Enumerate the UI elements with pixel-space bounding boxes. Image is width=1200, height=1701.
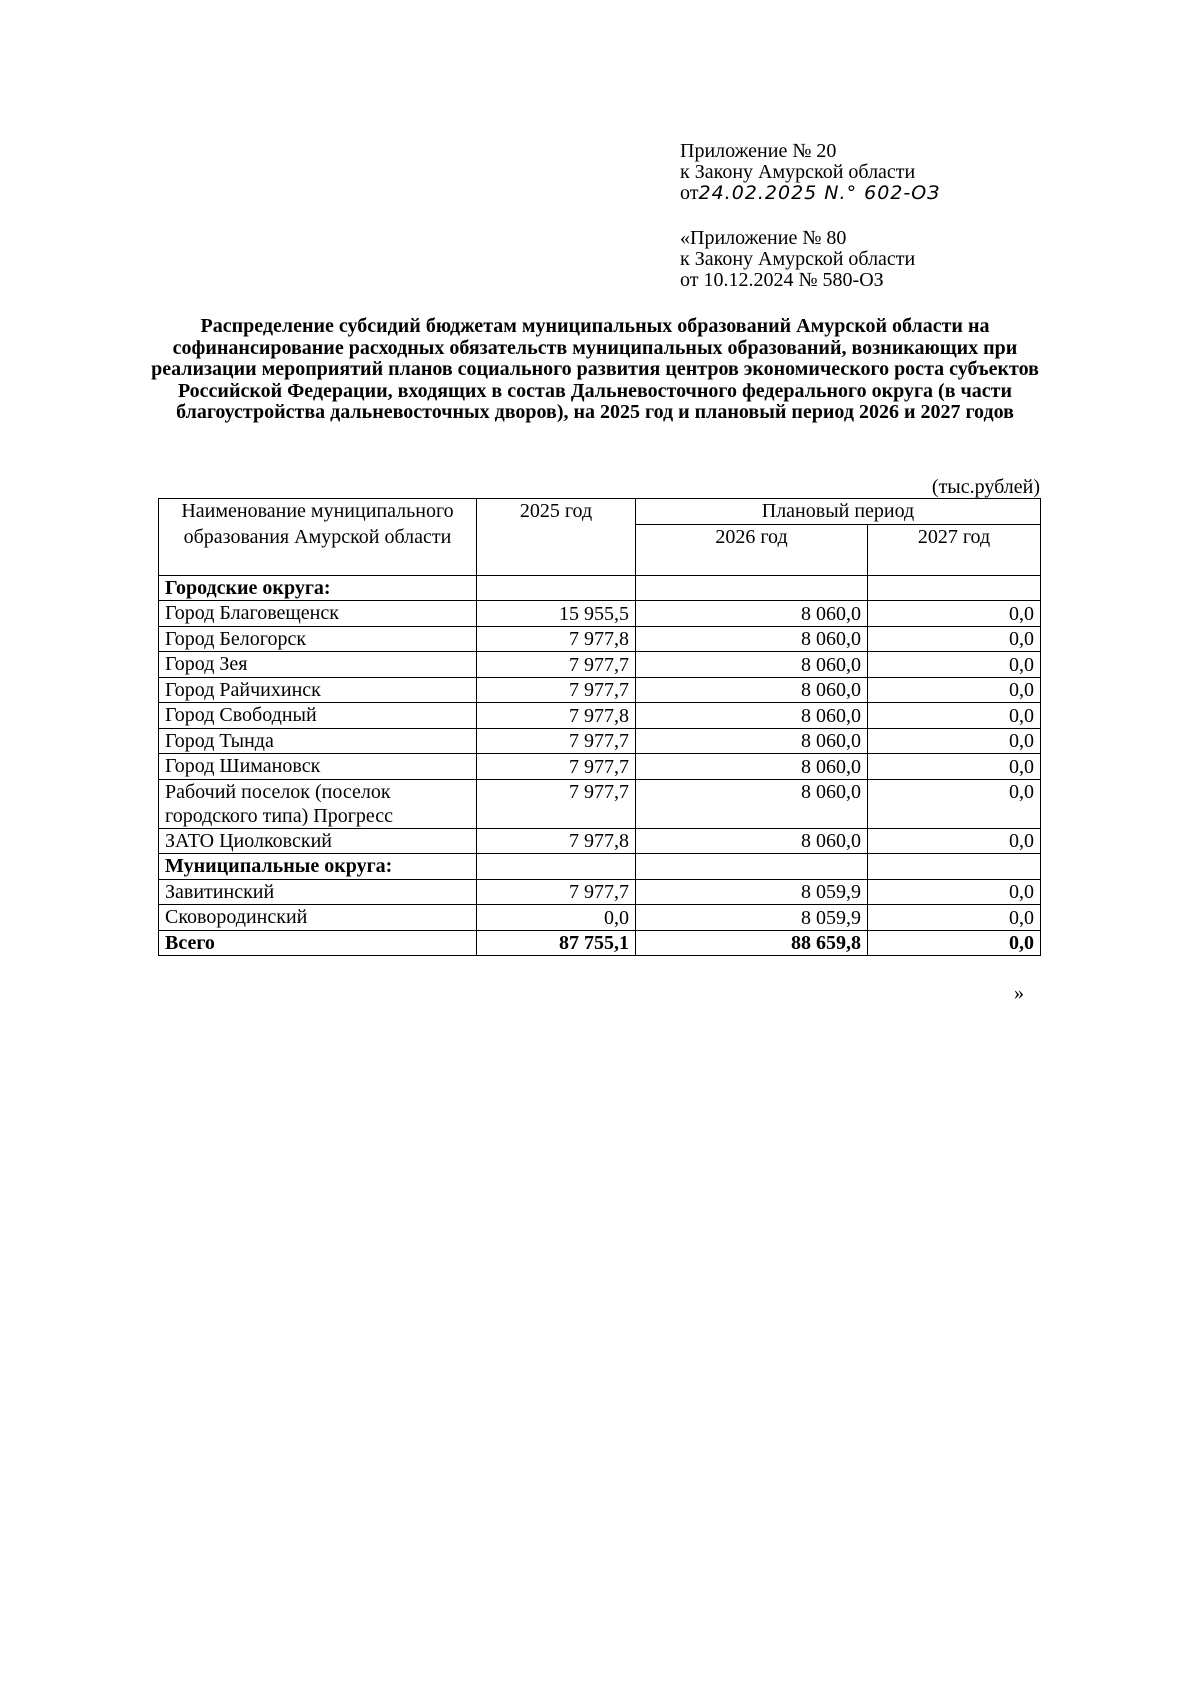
- value-2027: 0,0: [868, 652, 1041, 678]
- prev-appendix-number: «Приложение № 80: [680, 227, 847, 249]
- value-2027: 0,0: [868, 728, 1041, 754]
- total-2025: 87 755,1: [477, 930, 636, 956]
- value-2025: 7 977,7: [477, 728, 636, 754]
- value-2026: 8 059,9: [636, 879, 868, 905]
- row-name: Город Зея: [159, 652, 477, 678]
- value-2027: 0,0: [868, 703, 1041, 729]
- row-name: Город Райчихинск: [159, 677, 477, 703]
- value-2026: 8 060,0: [636, 677, 868, 703]
- value-2027: 0,0: [868, 626, 1041, 652]
- value-2026: 8 060,0: [636, 601, 868, 627]
- row-name: ЗАТО Циолковский: [159, 828, 477, 854]
- value-2025: 15 955,5: [477, 601, 636, 627]
- section-row: [159, 575, 1041, 601]
- table-row: [159, 703, 1041, 729]
- unit-label: (тыс.рублей): [931, 476, 1040, 498]
- table-row: [159, 828, 1041, 854]
- date-prefix: от: [680, 182, 699, 204]
- row-name: Город Свободный: [159, 703, 477, 729]
- table-row: [159, 879, 1041, 905]
- prev-appendix-law: к Закону Амурской области: [680, 248, 916, 270]
- value-2025: 7 977,7: [477, 652, 636, 678]
- value-2027: 0,0: [868, 879, 1041, 905]
- header-name: Наименование муниципального образования Амурской области: [159, 499, 477, 576]
- row-name: Завитинский: [159, 879, 477, 905]
- table-row: [159, 601, 1041, 627]
- total-row: [159, 930, 1041, 956]
- document-title: Распределение субсидий бюджетам муниципальных образований Амурской области на софинансирование расходных обязательств муниципальных образований, возникающих при реализации мероприятий планов социального развития центров экономического роста субъектов Российской Федерации, входящих в состав Дальневосточного федерального округа (в части благоустройства дальневосточных дворов), на 2025 год и плановый период 2026 и 2027 годов: [151, 315, 1039, 423]
- total-label: Всего: [159, 930, 477, 956]
- closing-quote: »: [1014, 982, 1024, 1004]
- prev-appendix-date: от 10.12.2024 № 580-ОЗ: [680, 269, 884, 291]
- value-2027: 0,0: [868, 905, 1041, 931]
- row-name: Город Тында: [159, 728, 477, 754]
- appendix-header: [680, 141, 940, 204]
- row-name: Город Благовещенск: [159, 601, 477, 627]
- value-2025: 7 977,8: [477, 626, 636, 652]
- value-2026: 8 060,0: [636, 626, 868, 652]
- header-planned: Плановый период: [636, 499, 1041, 525]
- value-2026: 8 060,0: [636, 703, 868, 729]
- subsidy-table: [158, 498, 1041, 956]
- table-row: [159, 779, 1041, 828]
- value-2026: 8 060,0: [636, 779, 868, 828]
- appendix-date: [680, 183, 940, 204]
- table-row: [159, 905, 1041, 931]
- table-row: [159, 626, 1041, 652]
- value-2026: 8 060,0: [636, 754, 868, 780]
- value-2025: 7 977,7: [477, 879, 636, 905]
- value-2027: 0,0: [868, 828, 1041, 854]
- row-name: Сковородинский: [159, 905, 477, 931]
- header-2026: 2026 год: [636, 524, 868, 575]
- value-2027: 0,0: [868, 601, 1041, 627]
- section-label: Муниципальные округа:: [159, 854, 477, 880]
- value-2025: 7 977,7: [477, 754, 636, 780]
- total-2027: 0,0: [868, 930, 1041, 956]
- value-2025: 7 977,8: [477, 828, 636, 854]
- row-name: Город Шимановск: [159, 754, 477, 780]
- table-row: [159, 677, 1041, 703]
- header-2027: 2027 год: [868, 524, 1041, 575]
- value-2026: 8 059,9: [636, 905, 868, 931]
- handwritten-date-number: 24.02.2025 N.° 602-ОЗ: [698, 182, 941, 204]
- total-2026: 88 659,8: [636, 930, 868, 956]
- value-2026: 8 060,0: [636, 828, 868, 854]
- row-name: Рабочий поселок (поселок городского типа) Прогресс: [159, 779, 477, 828]
- value-2026: 8 060,0: [636, 652, 868, 678]
- value-2027: 0,0: [868, 754, 1041, 780]
- value-2025: 7 977,8: [477, 703, 636, 729]
- table-row: [159, 754, 1041, 780]
- value-2026: 8 060,0: [636, 728, 868, 754]
- value-2025: 7 977,7: [477, 677, 636, 703]
- section-label: Городские округа:: [159, 575, 477, 601]
- previous-appendix-header: [680, 228, 915, 291]
- value-2025: 0,0: [477, 905, 636, 931]
- appendix-number: Приложение № 20: [680, 140, 837, 162]
- value-2027: 0,0: [868, 677, 1041, 703]
- header-2025: 2025 год: [477, 499, 636, 576]
- value-2027: 0,0: [868, 779, 1041, 828]
- table-row: [159, 652, 1041, 678]
- appendix-law: к Закону Амурской области: [680, 161, 916, 183]
- section-row: [159, 854, 1041, 880]
- value-2025: 7 977,7: [477, 779, 636, 828]
- table-row: [159, 728, 1041, 754]
- row-name: Город Белогорск: [159, 626, 477, 652]
